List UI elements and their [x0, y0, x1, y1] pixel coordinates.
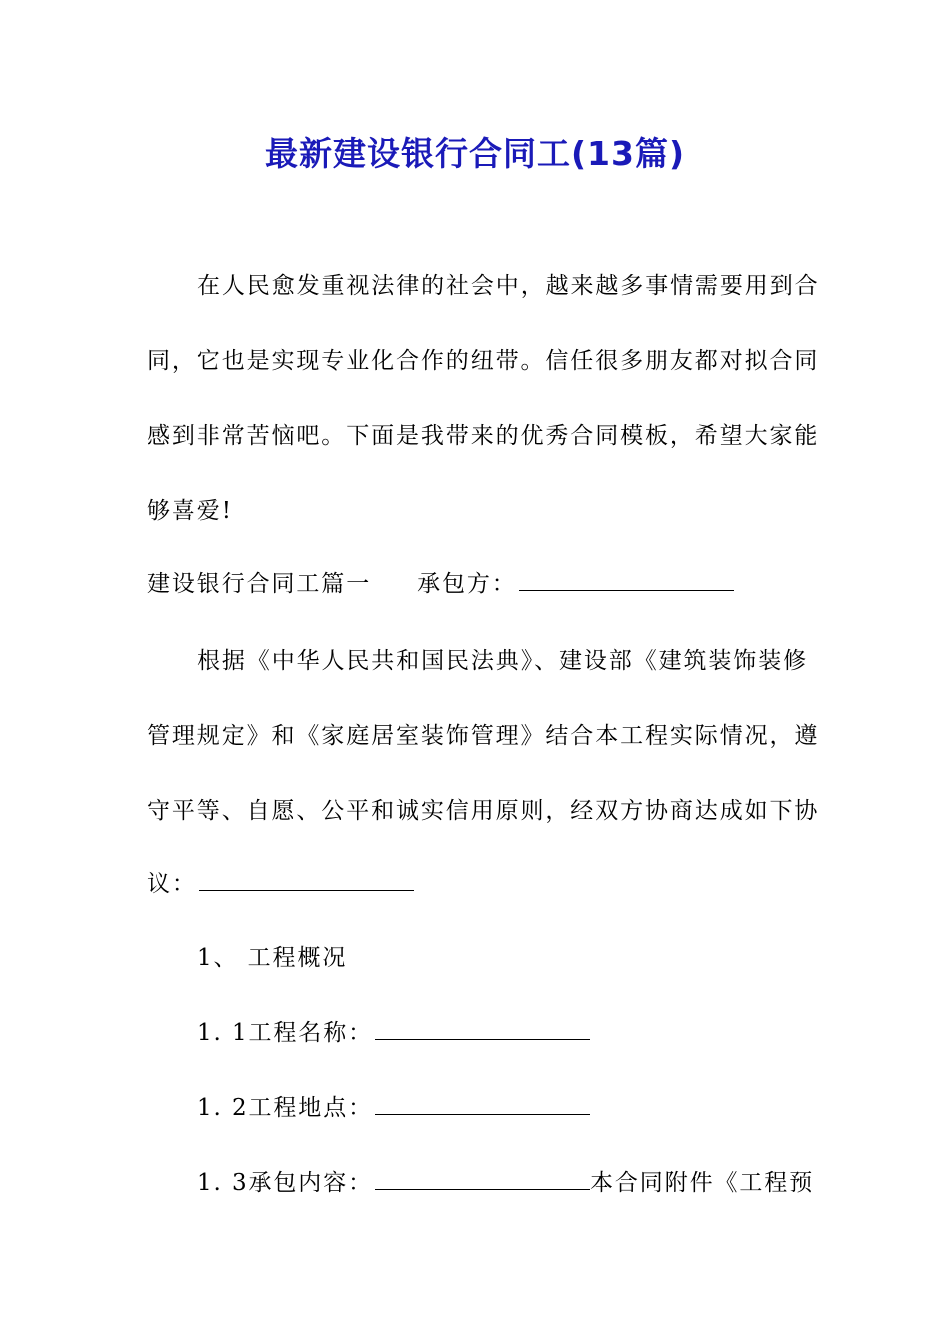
intro-line-3: 感到非常苦恼吧。下面是我带来的优秀合同模板，希望大家能 [147, 423, 820, 449]
project-name-label: 1. 1工程名称： [197, 1020, 373, 1046]
item1-heading: 1、 工程概况 [197, 945, 348, 971]
item1-2-line [147, 1093, 807, 1123]
contract-content-tail: 本合同附件《工程预 [590, 1170, 815, 1196]
intro-line-4: 够喜爱! [147, 498, 233, 524]
contract-content-label: 1. 3承包内容： [197, 1170, 373, 1196]
project-location-blank [375, 1094, 590, 1115]
item1-1-line [147, 1018, 807, 1048]
section-heading: 建设银行合同工篇一 [147, 571, 372, 597]
contract-content-blank [375, 1169, 590, 1190]
intro-line-1: 在人民愈发重视法律的社会中，越来越多事情需要用到合 [197, 273, 820, 299]
basis-line-1: 根据《中华人民共和国民法典》、建设部《建筑装饰装修 [197, 648, 808, 674]
project-location-label: 1. 2工程地点： [197, 1095, 373, 1121]
basis-line-2: 管理规定》和《家庭居室装饰管理》结合本工程实际情况，遵 [147, 723, 820, 749]
basis-line-3: 守平等、自愿、公平和诚实信用原则，经双方协商达成如下协 [147, 798, 820, 824]
contractor-label: 承包方： [417, 571, 517, 597]
contractor-blank [519, 570, 734, 591]
agreement-blank [199, 870, 414, 891]
agreement-label: 议： [147, 871, 197, 897]
section-heading-line [147, 569, 807, 599]
item1-3-line [147, 1168, 815, 1198]
intro-line-2: 同，它也是实现专业化合作的纽带。信任很多朋友都对拟合同 [147, 348, 820, 374]
document-title: 最新建设银行合同工(13篇) [264, 134, 686, 173]
project-name-blank [375, 1019, 590, 1040]
agreement-line [147, 869, 807, 899]
